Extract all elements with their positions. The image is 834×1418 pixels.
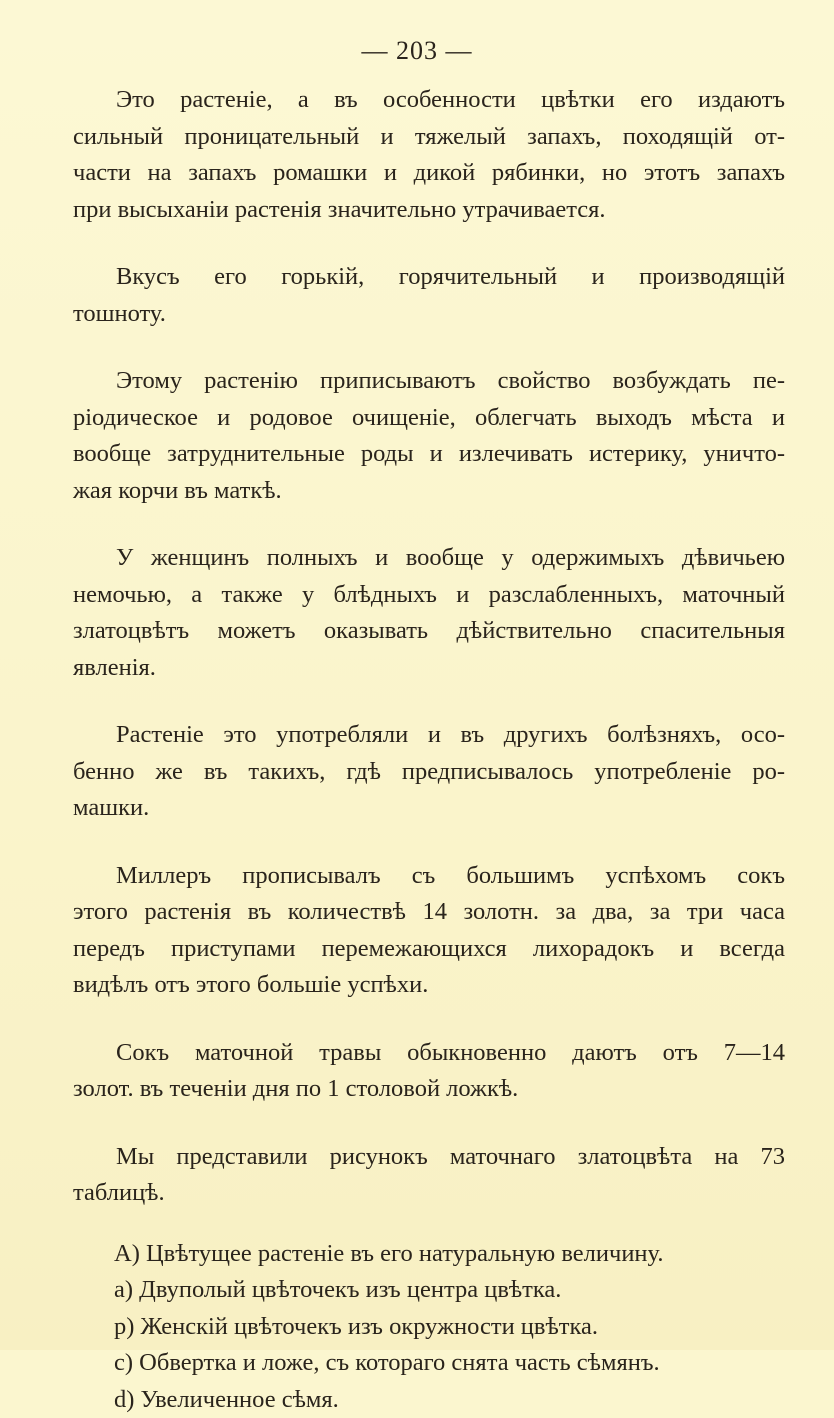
text-line: У женщинъ полныхъ и вообще у одержимыхъ дѣвичьею	[73, 540, 785, 577]
paragraph-8	[73, 1139, 785, 1212]
text-line: передъ приступами перемежающихся лихорадокъ и всегда	[73, 931, 785, 968]
text-line: золот. въ теченіи дня по 1 столовой ложкѣ.	[73, 1071, 785, 1108]
paragraph-5	[73, 717, 785, 827]
paragraph-2	[73, 259, 785, 332]
legend-item: d) Увеличенное сѣмя.	[114, 1382, 785, 1418]
figure-legend	[73, 1236, 785, 1418]
text-line: ріодическое и родовое очищеніе, облегчать выходъ мѣста и	[73, 400, 785, 437]
legend-item: с) Обвертка и ложе, съ котораго снята часть сѣмянъ.	[114, 1345, 785, 1382]
legend-item: а) Двуполый цвѣточекъ изъ центра цвѣтка.	[114, 1272, 785, 1309]
text-line: жая корчи въ маткѣ.	[73, 473, 785, 510]
text-line: тошноту.	[73, 296, 785, 333]
text-line: немочью, а также у блѣдныхъ и разслабленныхъ, маточный	[73, 577, 785, 614]
text-line: сильный проницательный и тяжелый запахъ, походящій от-	[73, 119, 785, 156]
page-number: — 203 —	[0, 36, 834, 66]
paragraph-6	[73, 858, 785, 1004]
paragraph-1	[73, 82, 785, 228]
text-line: машки.	[73, 790, 785, 827]
text-line: Миллеръ прописывалъ съ большимъ успѣхомъ сокъ	[73, 858, 785, 895]
text-line: вообще затруднительные роды и излечивать истерику, уничто-	[73, 436, 785, 473]
paragraph-3	[73, 363, 785, 509]
text-line: видѣлъ отъ этого большіе успѣхи.	[73, 967, 785, 1004]
legend-item: р) Женскій цвѣточекъ изъ окружности цвѣтка.	[114, 1309, 785, 1346]
text-line: Этому растенію приписываютъ свойство возбуждать пе-	[73, 363, 785, 400]
paragraph-4	[73, 540, 785, 686]
text-line: явленія.	[73, 650, 785, 687]
body-text	[73, 82, 785, 1418]
text-line: Растеніе это употребляли и въ другихъ болѣзняхъ, осо-	[73, 717, 785, 754]
text-line: Мы представили рисунокъ маточнаго златоцвѣта на 73	[73, 1139, 785, 1176]
text-line: при высыханіи растенія значительно утрачивается.	[73, 192, 785, 229]
text-line: этого растенія въ количествѣ 14 золотн. за два, за три часа	[73, 894, 785, 931]
text-line: златоцвѣтъ можетъ оказывать дѣйствительно спасительныя	[73, 613, 785, 650]
paragraph-7	[73, 1035, 785, 1108]
text-line: Вкусъ его горькій, горячительный и производящій	[73, 259, 785, 296]
text-line: Это растеніе, а въ особенности цвѣтки его издаютъ	[73, 82, 785, 119]
text-line: таблицѣ.	[73, 1175, 785, 1212]
text-line: части на запахъ ромашки и дикой рябинки, но этотъ запахъ	[73, 155, 785, 192]
legend-item: А) Цвѣтущее растеніе въ его натуральную величину.	[114, 1236, 785, 1273]
text-line: бенно же въ такихъ, гдѣ предписывалось употребленіе ро-	[73, 754, 785, 791]
text-line: Сокъ маточной травы обыкновенно даютъ отъ 7—14	[73, 1035, 785, 1072]
